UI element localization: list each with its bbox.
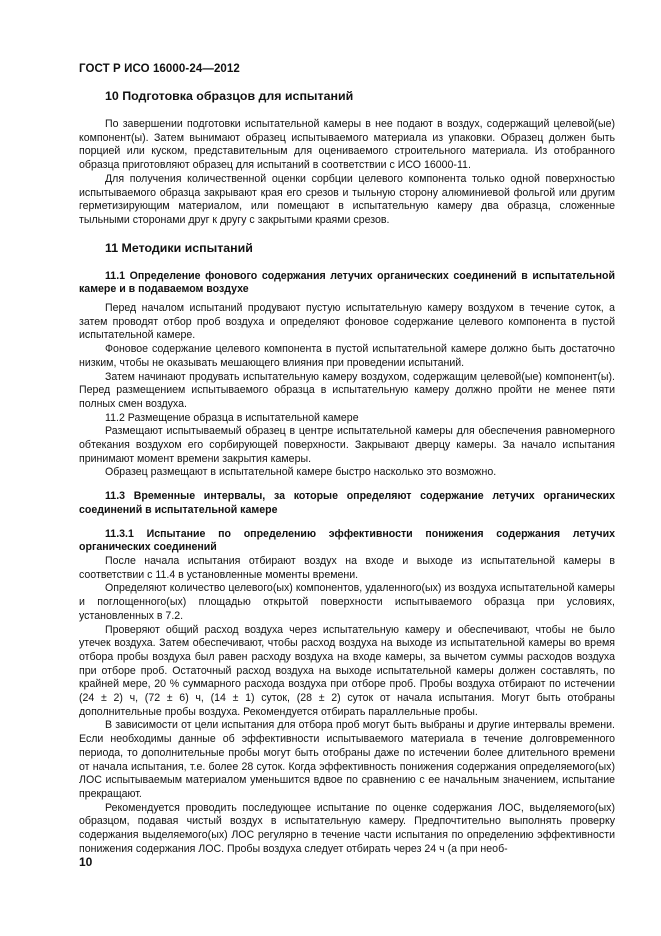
- section-10-heading: 10 Подготовка образцов для испытаний: [105, 89, 354, 103]
- page-number: 10: [79, 855, 93, 869]
- section-11-1-paragraph-1: Перед началом испытаний продувают пустую испытательную камеру воздухом в течение суток, а затем проводят отбор проб воздуха и определяют фоновое содержание целевого компонента в пустой испытательной камере.: [79, 302, 615, 342]
- section-11-3-heading: 11.3 Временные интервалы, за которые определяют содержание летучих органических соединений в испытательной камере: [79, 490, 615, 516]
- section-11-1-heading: 11.1 Определение фонового содержания летучих органических соединений в испытательной камере и в подаваемом воздухе: [79, 269, 615, 296]
- section-10-paragraph-2: Для получения количественной оценки сорбции целевого компонента только одной поверхностью испытываемого образца закрывают края его срезов и тыльную сторону алюминиевой фольгой или другим герметизирующим материалом, или помещают в испытательную камеру два образца, сложенные тыльными сторонами друг к другу с закрытыми краями срезов.: [79, 172, 615, 226]
- section-11-3-1-heading: 11.3.1 Испытание по определению эффективности понижения содержания летучих органических соединений: [79, 527, 615, 554]
- section-11-heading: 11 Методики испытаний: [105, 240, 253, 255]
- section-11-2-heading: 11.2 Размещение образца в испытательной камере: [105, 411, 359, 424]
- section-11-3-1-paragraph-2: Определяют количество целевого(ых) компонентов, удаленного(ых) из воздуха испытательной камеры и поглощенного(ых) площадью открытой поверхности испытываемого образца при условиях, установленных в 7.2.: [79, 582, 615, 622]
- document-header: ГОСТ Р ИСО 16000-24—2012: [79, 63, 240, 75]
- section-10-paragraph-1: По завершении подготовки испытательной камеры в нее подают в воздух, содержащий целевой(ые) компонент(ы). Затем вынимают образец испытываемого материала из упаковки. Образец должен быть порцией или куском, представительным для оцениваемого строительного материала. Из отобранного образца приготовляют образец для испытаний в соответствии с ИСО 16000-11.: [79, 118, 615, 172]
- section-11-3-1-paragraph-3: Проверяют общий расход воздуха через испытательную камеру и обеспечивают, чтобы не было утечек воздуха. Затем обеспечивают, чтобы расход воздуха на выходе из испытательной камеры во время отбора пробы воздуха был равен расходу воздуха на входе камеры, за вычетом суммы расходов воздуха при отборе проб. Остаточный расход воздуха на выходе испытательной камеры должен составлять, по крайней мере, 20 % суммарного расхода воздуха при отборе проб. Пробы воздуха отбирают по истечении (24 ± 2) ч, (72 ± 6) ч, (14 ± 1) суток, (28 ± 2) суток от начала испытания. Могут быть отобраны дополнительные пробы воздуха. Рекомендуется отбирать параллельные пробы.: [79, 623, 615, 718]
- document-body: [79, 89, 615, 856]
- section-11-3-1-paragraph-5: Рекомендуется проводить последующее испытание по оценке содержания ЛОС, выделяемого(ых) образцом, подавая чистый воздух в испытательную камеру. Предпочтительно выполнять проверку содержания выделяемого(ых) ЛОС регулярно в течение части испытания по определению эффективности понижения содержания ЛОС. Пробы воздуха следует отбирать через 24 ч (а при необ-: [79, 801, 615, 855]
- section-11-2-paragraph-1: Размещают испытываемый образец в центре испытательной камеры для обеспечения равномерного обтекания воздухом его сорбирующей поверхности. Закрывают дверцу камеры. За начало испытания принимают момент времени закрытия камеры.: [79, 425, 615, 465]
- section-11-2-paragraph-2: Образец размещают в испытательной камере быстро насколько это возможно.: [105, 466, 497, 479]
- section-11-3-1-paragraph-1: После начала испытания отбирают воздух на входе и выходе из испытательной камеры в соответствии с 11.4 в установленные моменты времени.: [79, 554, 615, 581]
- section-11-3-1-paragraph-4: В зависимости от цели испытания для отбора проб могут быть выбраны и другие интервалы времени. Если необходимы данные об эффективности испытываемого материала в течение долговременного периода, то дополнительные пробы могут быть отобраны даже по истечении более длительного времени от начала испытания, т.е. более 28 суток. Когда эффективность понижения содержания определяемого(ых) ЛОС испытываемым материалом уменьшится вдвое по сравнению с ее начальным значением, испытание прекращают.: [79, 719, 615, 800]
- section-11-1-paragraph-3: Затем начинают продувать испытательную камеру воздухом, содержащим целевой(ые) компонент(ы). Перед размещением испытываемого образца в испытательную камеру должно пройти не менее пяти полных смен воздуха.: [79, 370, 615, 410]
- section-11-1-paragraph-2: Фоновое содержание целевого компонента в пустой испытательной камере должно быть достаточно низким, чтобы не оказывать мешающего влияния при проведении испытаний.: [79, 343, 615, 369]
